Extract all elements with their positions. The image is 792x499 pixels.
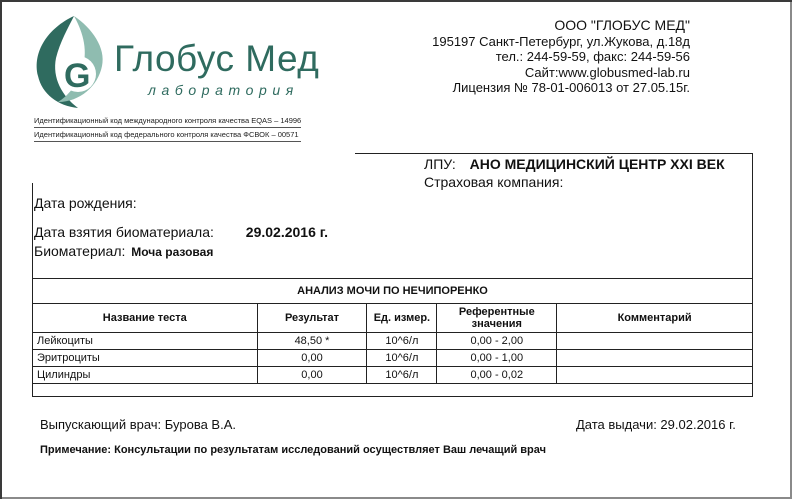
header-reference: Референтные значения: [437, 304, 557, 333]
redacted-area: [20, 145, 355, 179]
issuing-doctor: Выпускающий врач: Бурова В.А.: [40, 417, 236, 432]
row-result: 0,00: [257, 367, 367, 384]
results-table: [32, 278, 753, 384]
header-result: Результат: [257, 304, 367, 333]
table-header-row: [33, 304, 753, 333]
row-unit: 10^6/л: [367, 333, 437, 350]
issue-date: Дата выдачи: 29.02.2016 г.: [576, 417, 736, 432]
header-test: Название теста: [33, 304, 258, 333]
sample-date-label: Дата взятия биоматериала:: [34, 224, 214, 240]
insurance-label: Страховая компания:: [424, 174, 564, 190]
brand-name: Глобус Мед: [114, 38, 320, 79]
row-comment: [557, 350, 753, 367]
row-result: 0,00: [257, 350, 367, 367]
row-unit: 10^6/л: [367, 367, 437, 384]
window-edge-top: [0, 0, 792, 2]
row-test: Цилиндры: [33, 367, 258, 384]
row-reference: 0,00 - 1,00: [437, 350, 557, 367]
table-row: [33, 350, 753, 367]
lpu-value: АНО МЕДИЦИНСКИЙ ЦЕНТР XXI ВЕК: [469, 156, 725, 172]
header-comment: Комментарий: [557, 304, 753, 333]
row-test: Эритроциты: [33, 350, 258, 367]
header-unit: Ед. измер.: [367, 304, 437, 333]
window-edge-left: [0, 0, 2, 499]
row-reference: 0,00 - 2,00: [437, 333, 557, 350]
eqas-code: Идентификационный код международного контроля качества EQAS – 14996: [34, 114, 301, 128]
fsvok-code: Идентификационный код федерального контроля качества ФСВОК – 00571: [34, 128, 301, 142]
lpu-line: [424, 156, 725, 172]
row-unit: 10^6/л: [367, 350, 437, 367]
globe-leaf-icon: [28, 12, 118, 112]
row-result: 48,50 *: [257, 333, 367, 350]
quality-codes: [34, 114, 301, 142]
consultation-note: Примечание: Консультации по результатам исследований осуществляет Ваш лечащий врач: [40, 444, 546, 456]
table-title-row: [33, 279, 753, 304]
table-row: [33, 333, 753, 350]
sample-date-line: [34, 224, 328, 240]
company-phone: тел.: 244-59-59, факс: 244-59-56: [495, 49, 690, 64]
material-label: Биоматериал:: [34, 243, 126, 259]
company-site: Сайт:www.globusmed-lab.ru: [524, 64, 690, 80]
material-value: Моча разовая: [131, 245, 214, 259]
sample-date-value: 29.02.2016 г.: [245, 224, 329, 240]
lab-logo: [28, 12, 328, 112]
brand-subtitle: лаборатория: [148, 82, 299, 98]
lpu-label: ЛПУ:: [424, 156, 456, 172]
birth-date-label: Дата рождения:: [34, 195, 137, 211]
row-reference: 0,00 - 0,02: [437, 367, 557, 384]
company-name: ООО "ГЛОБУС МЕД": [554, 17, 690, 33]
row-comment: [557, 367, 753, 384]
table-title: АНАЛИЗ МОЧИ ПО НЕЧИПОРЕНКО: [33, 279, 753, 304]
company-address: 195197 Санкт-Петербург, ул.Жукова, д.18д: [432, 33, 690, 49]
row-test: Лейкоциты: [33, 333, 258, 350]
birth-date-line: [34, 195, 137, 211]
svg-text:G: G: [64, 57, 91, 95]
company-license: Лицензия № 78-01-006013 от 27.05.15г.: [452, 80, 690, 95]
insurance-line: [424, 174, 563, 190]
company-block: [400, 18, 690, 96]
table-row: [33, 367, 753, 384]
material-line: [34, 243, 213, 259]
row-comment: [557, 333, 753, 350]
